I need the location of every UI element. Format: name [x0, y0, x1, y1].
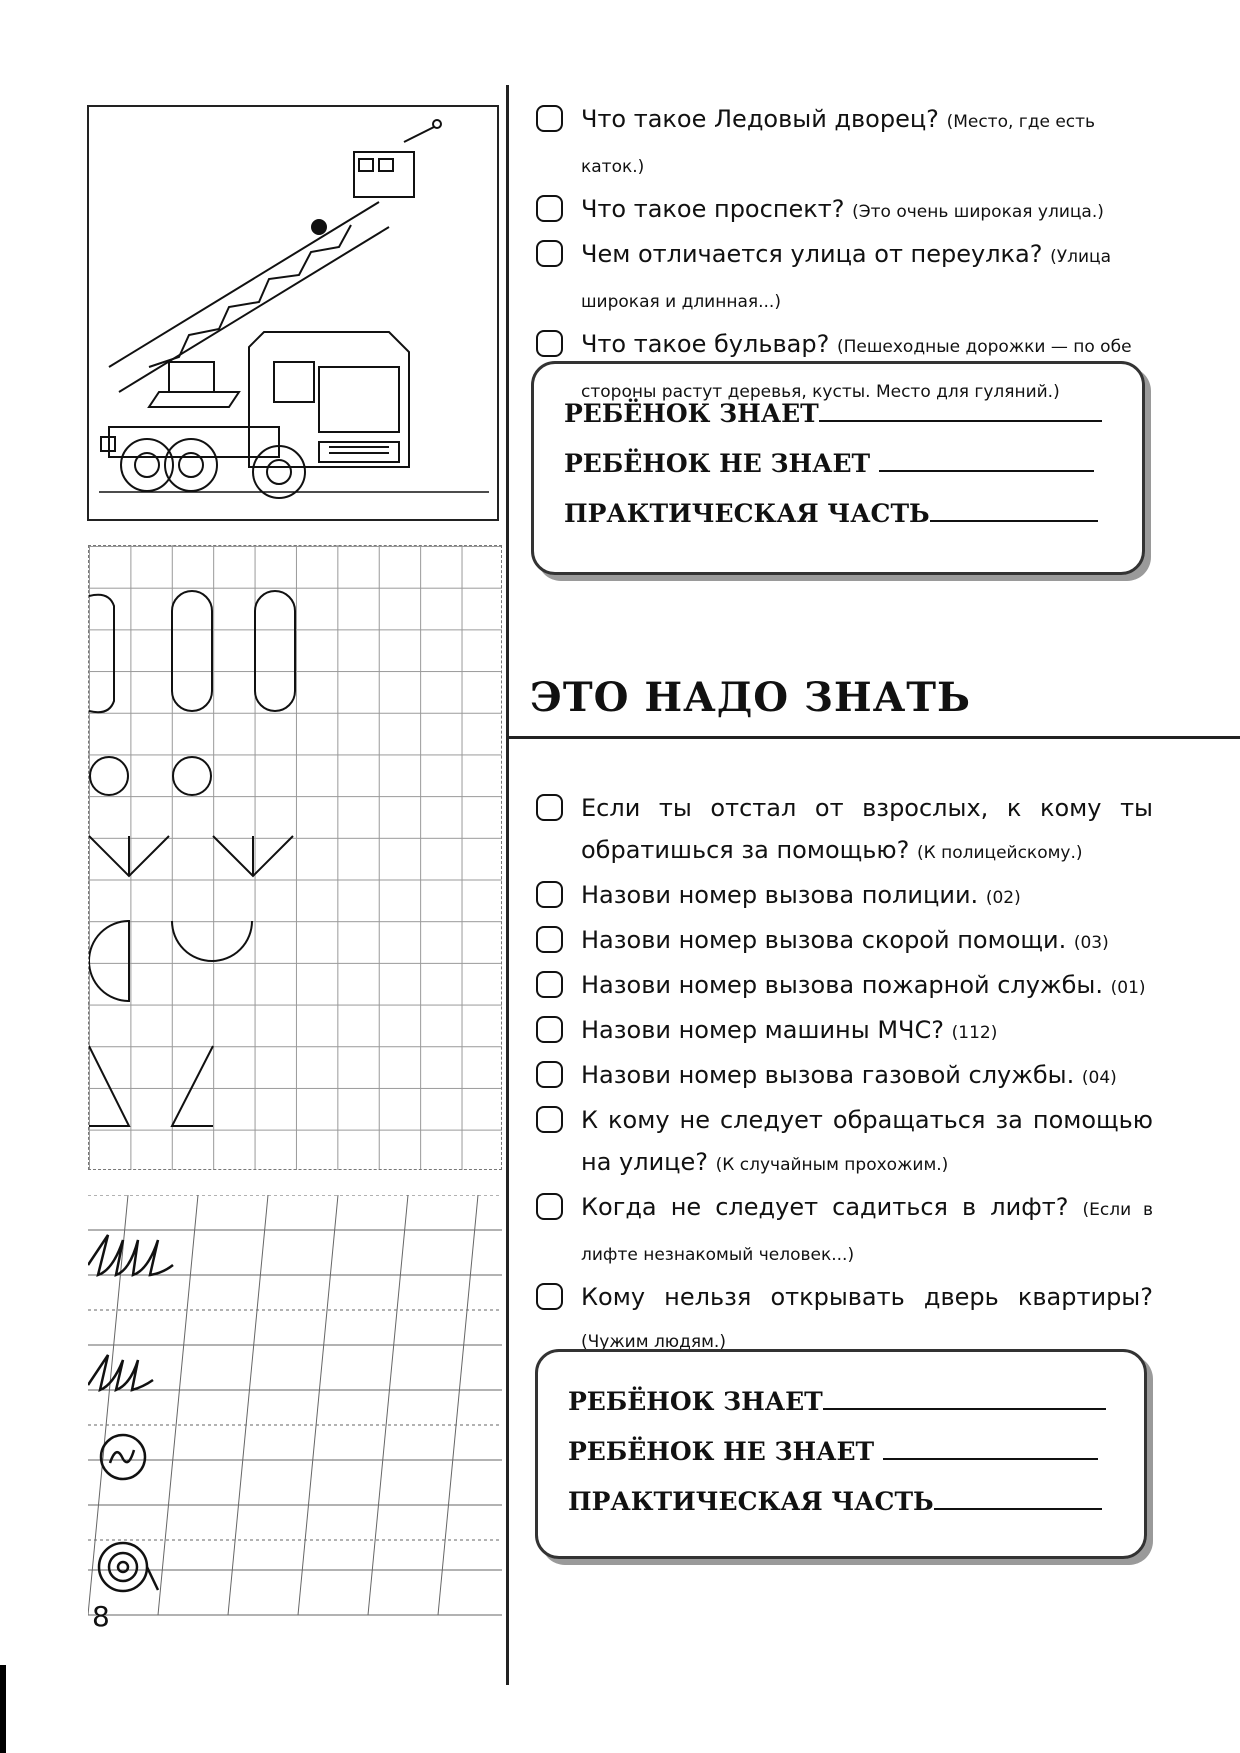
list-item: Назови номер машины МЧС? (112) [536, 1009, 1153, 1054]
list-item: Назови номер вызова пожарной службы. (01) [536, 964, 1153, 1009]
answer-blank[interactable] [883, 1434, 1098, 1460]
not-knows-line: РЕБЁНОК НЕ ЗНАЕТ [564, 446, 1094, 478]
list-item: Если ты отстал от взрослых, к кому ты обратишься за помощью? (К полицейскому.) [536, 787, 1153, 874]
list-item: Назови номер вызова полиции. (02) [536, 874, 1153, 919]
tracing-grid-icon [89, 546, 503, 1171]
checkbox[interactable] [536, 1283, 563, 1310]
answer-blank[interactable] [823, 1384, 1106, 1410]
tracing-grid [88, 545, 502, 1170]
list-item: Что такое бульвар? (Пешеходные дорожки — по обе стороны растут деревья, кусты. Место для гуляний.) [536, 323, 1156, 413]
checkbox[interactable] [536, 330, 563, 357]
list-item: К кому не следует обращаться за помощью на улице? (К случайным прохожим.) [536, 1099, 1153, 1186]
scan-edge-mark [0, 1665, 6, 1753]
assessment-box-bottom [535, 1349, 1147, 1559]
list-item: Чем отличается улица от переулка? (Улица широкая и длинная...) [536, 233, 1156, 323]
writing-practice [88, 1195, 502, 1620]
list-item: Назови номер вызова газовой службы. (04) [536, 1054, 1153, 1099]
fire-truck-illustration [87, 105, 499, 521]
practice-line: ПРАКТИЧЕСКАЯ ЧАСТЬ [568, 1484, 1102, 1516]
checkbox[interactable] [536, 1106, 563, 1133]
not-knows-line: РЕБЁНОК НЕ ЗНАЕТ [568, 1434, 1098, 1466]
checkbox[interactable] [536, 195, 563, 222]
checkbox[interactable] [536, 105, 563, 132]
practice-line: ПРАКТИЧЕСКАЯ ЧАСТЬ [564, 496, 1098, 528]
answer-blank[interactable] [819, 396, 1102, 422]
checkbox[interactable] [536, 926, 563, 953]
list-item: Назови номер вызова скорой помощи. (03) [536, 919, 1153, 964]
answer-blank[interactable] [934, 1484, 1102, 1510]
answer-blank[interactable] [879, 446, 1094, 472]
list-item: Когда не следует садиться в лифт? (Если в лифте незнакомый человек...) [536, 1186, 1153, 1276]
checkbox[interactable] [536, 1193, 563, 1220]
assessment-box-top [531, 361, 1145, 575]
knows-line: РЕБЁНОК ЗНАЕТ [564, 396, 1102, 428]
fire-truck-ladder-icon [89, 107, 497, 519]
answer-blank[interactable] [930, 496, 1098, 522]
section-divider [506, 736, 1240, 739]
checkbox[interactable] [536, 971, 563, 998]
cursive-letter-practice-icon [88, 1195, 502, 1620]
column-divider [506, 85, 509, 1685]
section-title: ЭТО НАДО ЗНАТЬ [530, 674, 972, 721]
knows-line: РЕБЁНОК ЗНАЕТ [568, 1384, 1106, 1416]
list-item: Что такое проспект? (Это очень широкая улица.) [536, 188, 1156, 233]
list-item: Что такое Ледовый дворец? (Место, где есть каток.) [536, 98, 1156, 188]
checkbox[interactable] [536, 1016, 563, 1043]
checkbox[interactable] [536, 881, 563, 908]
page-number: 8 [92, 1600, 110, 1633]
questions-bottom-list [536, 787, 1153, 1363]
list-item: Кому нельзя открывать дверь квартиры? (Чужим людям.) [536, 1276, 1153, 1363]
checkbox[interactable] [536, 794, 563, 821]
checkbox[interactable] [536, 1061, 563, 1088]
checkbox[interactable] [536, 240, 563, 267]
